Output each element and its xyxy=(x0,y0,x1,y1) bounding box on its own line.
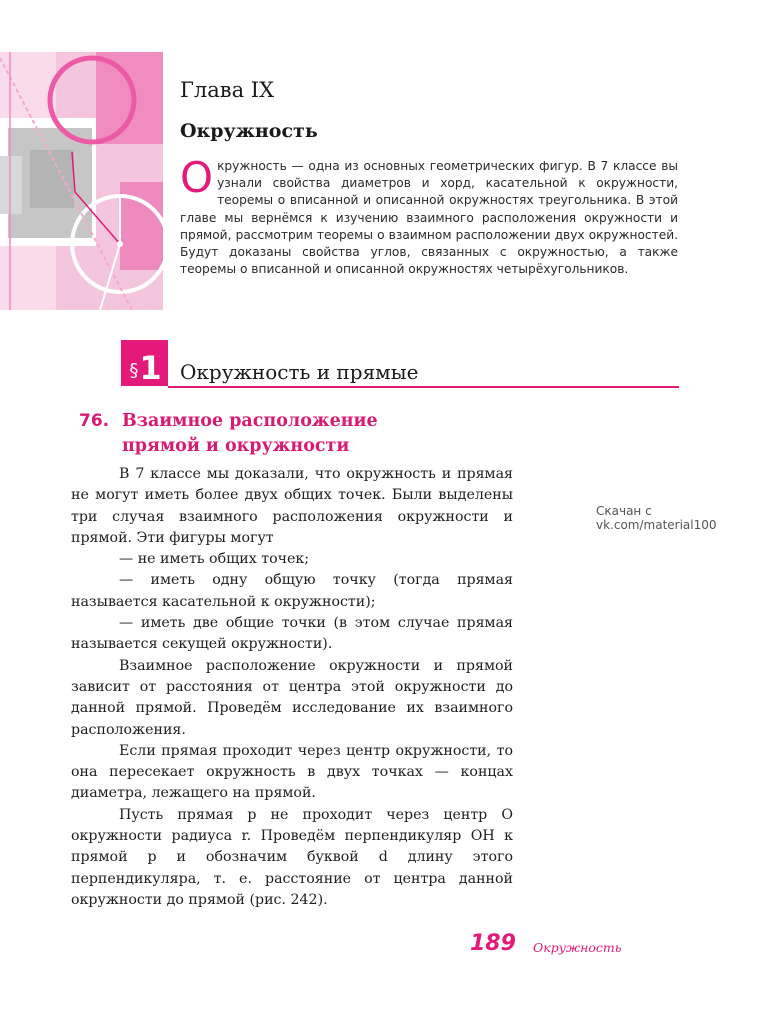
section-title: Окружность и прямые xyxy=(180,360,419,384)
section-badge xyxy=(121,340,168,386)
page-number: 189 xyxy=(470,931,516,956)
paragraph: — иметь две общие точки (в этом случае прямая называется секущей окружности). xyxy=(71,615,513,653)
paragraph: Пусть прямая p не проходит через центр O окружности радиуса r. Проведём перпендикуляр OH к прямой p и обозначим буквой d длину этого перпендикуляра, т. е. расстояние от центра данной окружности до прямой (рис. 242). xyxy=(71,806,513,908)
running-title: Окружность xyxy=(533,940,622,955)
body-text xyxy=(71,464,513,911)
section-sign: § xyxy=(129,360,137,381)
intro-text: кружность — одна из основных геометрических фигур. В 7 классе вы узнали свойства диаметров и хорд, касательной к окружности, теоремы о вписанной и описанной окружностях треугольника. В этой главе мы вернёмся к изучению взаимного расположения окружности и прямой, рассмотрим теоремы о взаимном расположении двух окружностей. Будут доказаны свойства углов, связанных с окружностью, а также теоремы о вписанной и описанной окружностях четырёхугольников. xyxy=(180,159,678,277)
section-number: 1 xyxy=(139,349,160,387)
chapter-title: Окружность xyxy=(180,120,318,142)
intro-dropcap: О xyxy=(180,153,214,202)
paragraph: — иметь одну общую точку (тогда прямая называется касательной к окружности); xyxy=(71,572,513,610)
paragraph: В 7 классе мы доказали, что окружность и прямая не могут иметь более двух общих точек. Были выделены три случая взаимного расположения окружности и прямой. Эти фигуры могут xyxy=(71,466,513,546)
paragraph: Взаимное расположение окружности и прямой зависит от расстояния от центра этой окружности до данной прямой. Проведём исследование их взаимного расположения. xyxy=(71,657,513,738)
paragraph: — не иметь общих точек; xyxy=(119,551,310,568)
item-number: 76. xyxy=(79,411,110,431)
item-title: Взаимное расположение прямой и окружности xyxy=(122,411,378,456)
section-divider xyxy=(168,386,679,388)
chapter-label: Глава IX xyxy=(180,78,275,102)
chapter-decoration-image xyxy=(0,52,163,310)
paragraph: Если прямая проходит через центр окружности, то она пересекает окружность в двух точках — концах диаметра, лежащего на прямой. xyxy=(71,742,513,802)
chapter-intro xyxy=(180,153,678,278)
download-watermark: Скачан с vk.com/material100 xyxy=(596,504,717,532)
